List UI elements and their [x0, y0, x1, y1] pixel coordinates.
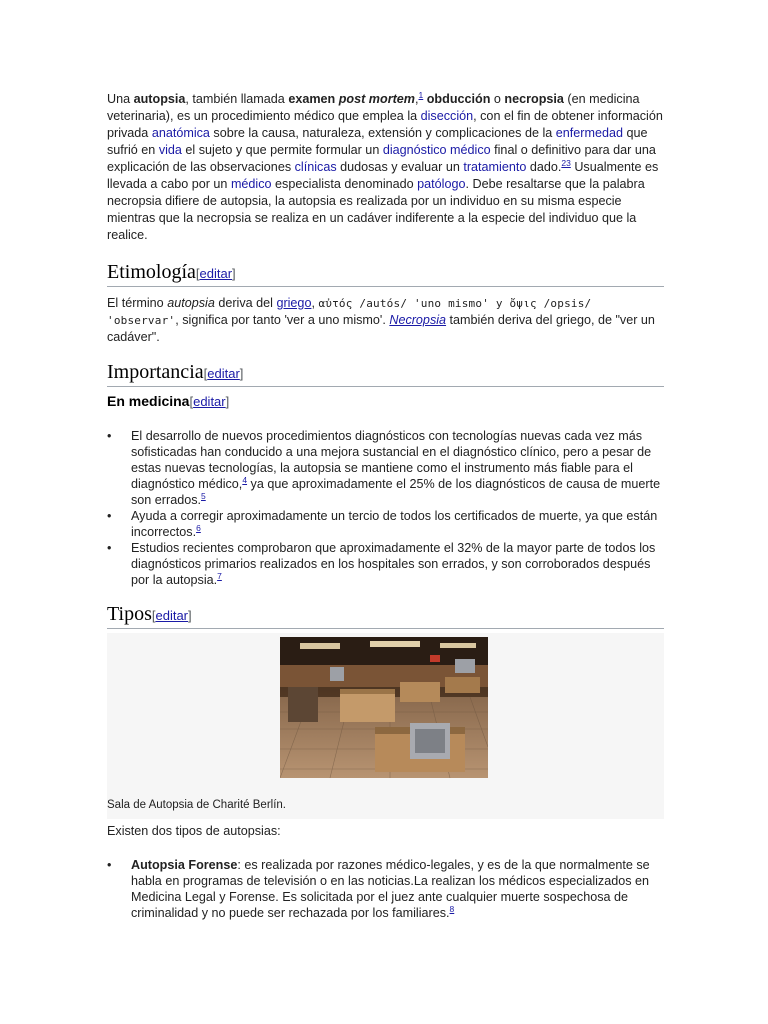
- list-item: • Estudios recientes comprobaron que aproximadamente el 32% de la mayor parte de todos los diagnósticos primarios realizados en los hospitales son errados, y son corroborados después por la autopsia.$^7$: [107, 541, 656, 587]
- link-tratamiento[interactable]: tratamiento: [463, 160, 527, 174]
- link-enfermedad[interactable]: enfermedad: [555, 126, 623, 140]
- image-caption: Sala de Autopsia de Charité Berlín.: [107, 799, 287, 811]
- importancia-list: [107, 428, 664, 588]
- greek-etymology: αὐτός /autós/ 'uno mismo' y ὄψις /opsis/ 'observar': [107, 297, 592, 327]
- edit-link-etimologia[interactable]: editar: [199, 266, 233, 281]
- autopsy-room-photo[interactable]: [280, 637, 488, 778]
- edit-link-importancia[interactable]: editar: [207, 366, 240, 381]
- reference-link[interactable]: 7: [217, 571, 222, 581]
- link-clinicas[interactable]: clínicas: [294, 160, 337, 174]
- bullet-icon: •: [107, 541, 112, 555]
- section-heading-etimologia: Etimología[editar]: [107, 260, 664, 287]
- list-item: • El desarrollo de nuevos procedimientos diagnósticos con tecnologías nuevas cada vez más sofisticadas han conducido a una mejora sustancial en el diagnóstico clínico, pero a pesar de estas nuevas tecnologías, la autopsia se mantiene como el instrumento más fiable para el diagnóstico médico,$^4$ ya que aproximadamente el 25% de los diagnósticos de causa de muerte son errados.$^5$: [107, 429, 661, 507]
- link-diagnostico-medico[interactable]: diagnóstico médico: [382, 143, 491, 157]
- subsection-heading-en-medicina: En medicina[editar]: [107, 393, 230, 409]
- bullet-icon: •: [107, 509, 112, 523]
- edit-section-link: [editar]: [151, 608, 192, 623]
- reference-link[interactable]: 1: [418, 90, 424, 100]
- image-thumbnail: [107, 633, 664, 819]
- reference-link[interactable]: 23: [561, 158, 571, 168]
- link-medico[interactable]: médico: [230, 177, 272, 191]
- section-heading-tipos: Tipos[editar]: [107, 602, 664, 629]
- reference-link[interactable]: 8: [449, 904, 455, 914]
- link-necropsia[interactable]: Necropsia: [389, 313, 447, 327]
- section-heading-importancia: Importancia[editar]: [107, 360, 664, 387]
- link-diseccion[interactable]: disección: [420, 109, 474, 123]
- edit-link-en-medicina[interactable]: editar: [193, 394, 226, 409]
- etimologia-paragraph: El término autopsia deriva del griego, αὐτός /autós/ 'uno mismo' y ὄψις /opsis/ 'observar', significa por tanto 'ver a uno mismo'. Necropsia también deriva del griego, de "ver un cadáver".: [107, 296, 655, 344]
- link-anatomica[interactable]: anatómica: [151, 126, 210, 140]
- term-autopsia: autopsia: [133, 92, 186, 106]
- reference-link[interactable]: 6: [196, 523, 201, 533]
- link-vida[interactable]: vida: [158, 143, 182, 157]
- article-body: [107, 90, 664, 921]
- edit-section-link: [editar]: [195, 266, 236, 281]
- edit-section-link: [editar]: [189, 394, 230, 409]
- reference-link[interactable]: 5: [201, 491, 206, 501]
- edit-section-link: [editar]: [203, 366, 244, 381]
- reference-link[interactable]: 4: [242, 475, 248, 485]
- edit-link-tipos[interactable]: editar: [155, 608, 189, 623]
- bullet-icon: •: [107, 858, 112, 872]
- link-patologo[interactable]: patólogo: [417, 177, 466, 191]
- list-item: • Ayuda a corregir aproximadamente un tercio de todos los certificados de muerte, ya que están incorrectos.$^6$: [107, 509, 658, 539]
- link-griego[interactable]: griego: [276, 296, 312, 310]
- tipos-list: [107, 857, 664, 921]
- list-item: • Autopsia Forense: es realizada por razones médico-legales, y es de la que normalmente se habla en programas de televisión o en las noticias.La realizan los médicos especializados en Medicina Legal y Forense. Es solicitada por el juez ante cualquier muerte sospechosa de criminalidad y no puede ser rechazada por los familiares.$^8$: [107, 858, 650, 920]
- intro-paragraph: Una autopsia, también llamada examen post mortem,$^1$ obducción o necropsia (en medicina veterinaria), es un procedimiento médico que emplea la disección, con el fin de obtener información privada anatómica sobre la causa, naturaleza, extensión y complicaciones de la enfermedad que sufrió en vida el sujeto y que permite formular un diagnóstico médico final o definitivo para dar una explicación de las observaciones clínicas dudosas y evaluar un tratamiento dado.$^{23}$ Usualmente es llevada a cabo por un médico especialista denominado patólogo. Debe resaltarse que la palabra necropsia difiere de autopsia, la autopsia es realizada por un individuo en su misma especie mientras que la necropsia se realiza en un cadáver indiferente a la especie del individuo que la realice.: [107, 90, 663, 242]
- tipos-intro: Existen dos tipos de autopsias:: [107, 824, 281, 838]
- bullet-icon: •: [107, 429, 112, 443]
